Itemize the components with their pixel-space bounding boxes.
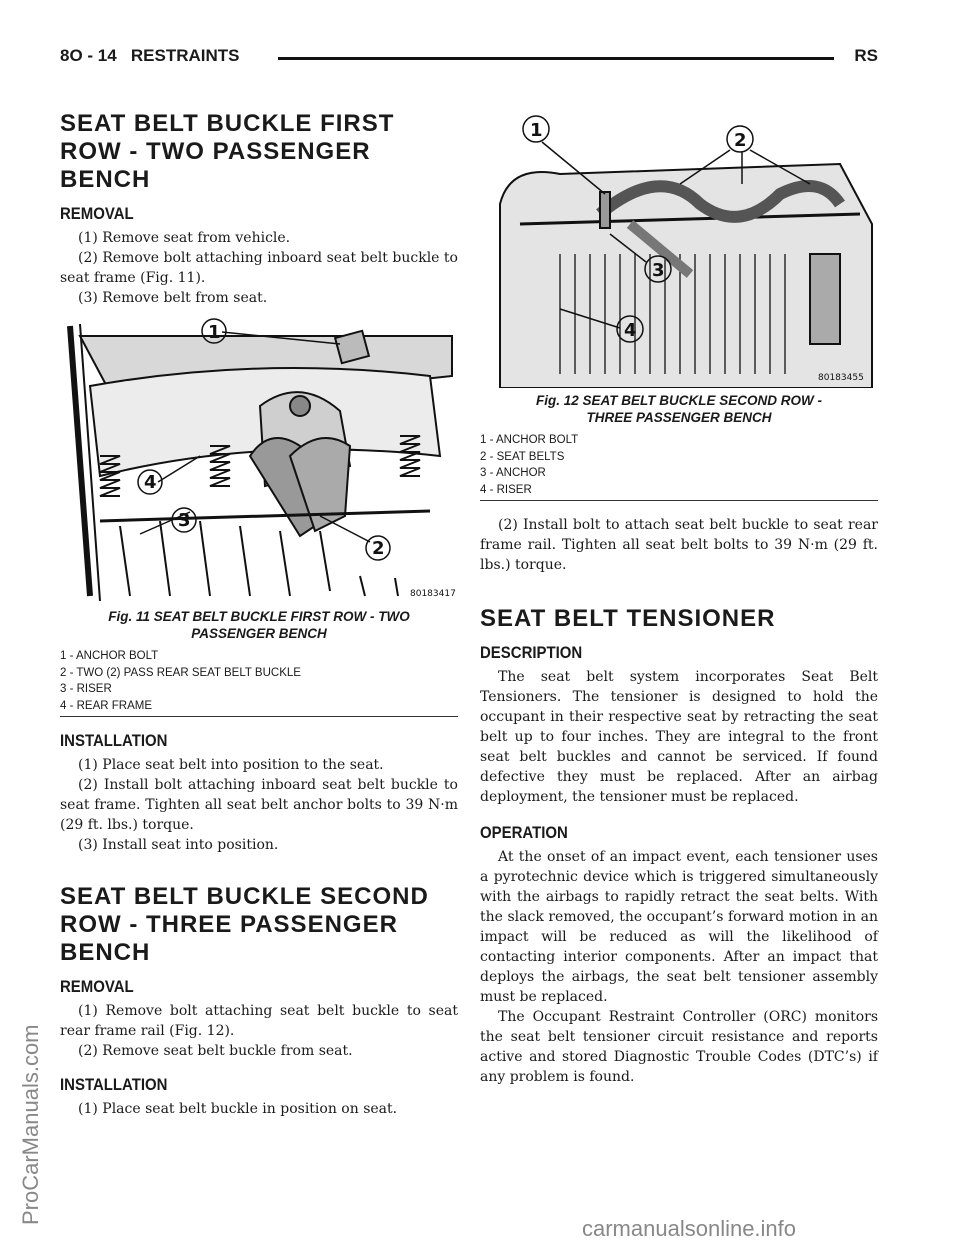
callout-4: 4 [624, 320, 637, 341]
caption-line: Fig. 11 SEAT BELT BUCKLE FIRST ROW - TWO [108, 609, 410, 624]
figure-11 [60, 316, 458, 717]
caption-line: THREE PASSENGER BENCH [586, 410, 772, 425]
figure-12-legend [480, 432, 878, 498]
section-title-tensioner: SEAT BELT TENSIONER [480, 605, 776, 632]
left-column [60, 110, 458, 1119]
callout-2: 2 [372, 538, 385, 559]
step: (1) Place seat belt into position to the seat. [78, 757, 384, 773]
figure-rule [480, 500, 878, 501]
figure-11-legend [60, 648, 458, 714]
legend-item: 2 - TWO (2) PASS REAR SEAT BELT BUCKLE [60, 666, 301, 679]
callout-1: 1 [208, 322, 221, 343]
title-line: SEAT BELT BUCKLE FIRST [60, 110, 395, 137]
legend-item: 1 - ANCHOR BOLT [480, 434, 579, 446]
removal-heading: REMOVAL [60, 977, 134, 996]
removal-heading: REMOVAL [60, 204, 134, 223]
title-line: SEAT BELT BUCKLE SECOND [60, 883, 429, 910]
page-id: 8O - 14 [60, 46, 117, 65]
model-code: RS [854, 46, 878, 65]
section-title-first-row [60, 110, 458, 194]
installation-heading: INSTALLATION [60, 731, 168, 750]
step: (3) Remove belt from seat. [78, 290, 268, 306]
step: (1) Place seat belt buckle in position on seat. [78, 1101, 398, 1117]
figure-code: 80183455 [818, 373, 864, 383]
step: (2) Remove bolt attaching inboard seat belt buckle to seat frame (Fig. 11). [60, 250, 458, 286]
step: (2) Install bolt attaching inboard seat belt buckle to seat frame. Tighten all seat belt anchor bolts to 39 N·m (29 ft. lbs.) torque. [60, 777, 458, 833]
title-line: BENCH [60, 939, 151, 966]
step: (1) Remove seat from vehicle. [78, 230, 291, 246]
figure-11-caption [60, 608, 458, 642]
title-line: ROW - THREE PASSENGER [60, 911, 398, 938]
description-text: The seat belt system incorporates Seat Belt Tensioners. The tensioner is designed to hold the occupant in their respective seat by retracting the seat belt up to four inches. They are integral to the front seat belt buckles and cannot be serviced. If found defective they must be replaced. After an airbag deployment, the tensioner must be replaced. [480, 669, 878, 805]
figure-12 [480, 104, 878, 501]
callout-3: 3 [652, 260, 665, 281]
caption-line: Fig. 12 SEAT BELT BUCKLE SECOND ROW - [535, 393, 822, 408]
section-name: RESTRAINTS [130, 46, 240, 65]
title-line: ROW - TWO PASSENGER [60, 138, 371, 165]
step: (2) Remove seat belt buckle from seat. [78, 1043, 353, 1059]
right-column [480, 104, 878, 1087]
header-left [60, 46, 240, 66]
installation-heading: INSTALLATION [60, 1075, 168, 1094]
figure-12-caption [480, 392, 878, 426]
title-line: BENCH [60, 166, 151, 193]
legend-item: 4 - REAR FRAME [60, 699, 153, 712]
operation-text: The Occupant Restraint Controller (ORC) monitors the seat belt tensioner circuit resistance and reports active and stored Diagnostic Trouble Codes (DTC’s) if any problem is found. [480, 1009, 878, 1085]
legend-item: 2 - SEAT BELTS [480, 450, 565, 463]
step: (2) Install bolt to attach seat belt buckle to seat rear frame rail. Tighten all seat belt bolts to 39 N·m (29 ft. lbs.) torque. [480, 517, 878, 573]
header-rule [278, 57, 834, 60]
step: (3) Install seat into position. [78, 837, 279, 853]
legend-item: 3 - RISER [60, 683, 112, 695]
footer-watermark: carmanualsonline.info [582, 1216, 797, 1241]
step: (1) Remove bolt attaching seat belt buckle to seat rear frame rail (Fig. 12). [60, 1003, 458, 1039]
operation-text: At the onset of an impact event, each tensioner uses a pyrotechnic device which is triggered simultaneously with the airbags to rapidly retract the seat belts. With the slack removed, the occupant’s forward motion in an impact will be reduced as will the likelihood of contacting interior components. After an impact that deploys the airbags, the seat belt tensioner assembly must be replaced. [480, 849, 878, 1005]
callout-1: 1 [530, 120, 543, 141]
legend-item: 4 - RISER [480, 483, 532, 496]
callout-4: 4 [144, 472, 157, 493]
legend-item: 3 - ANCHOR [480, 467, 546, 479]
figure-code: 80183417 [410, 589, 456, 599]
description-heading: DESCRIPTION [480, 643, 583, 662]
operation-heading: OPERATION [480, 823, 568, 842]
legend-item: 1 - ANCHOR BOLT [60, 650, 159, 662]
callout-2: 2 [734, 130, 747, 151]
watermark: ProCarManuals.com [18, 1024, 43, 1225]
figure-rule [60, 716, 458, 717]
page-header [60, 46, 878, 76]
section-title-second-row [60, 883, 458, 967]
figure-12-illustration [480, 104, 878, 388]
caption-line: PASSENGER BENCH [191, 626, 327, 641]
figure-11-illustration [60, 316, 458, 604]
callout-3: 3 [178, 510, 191, 531]
